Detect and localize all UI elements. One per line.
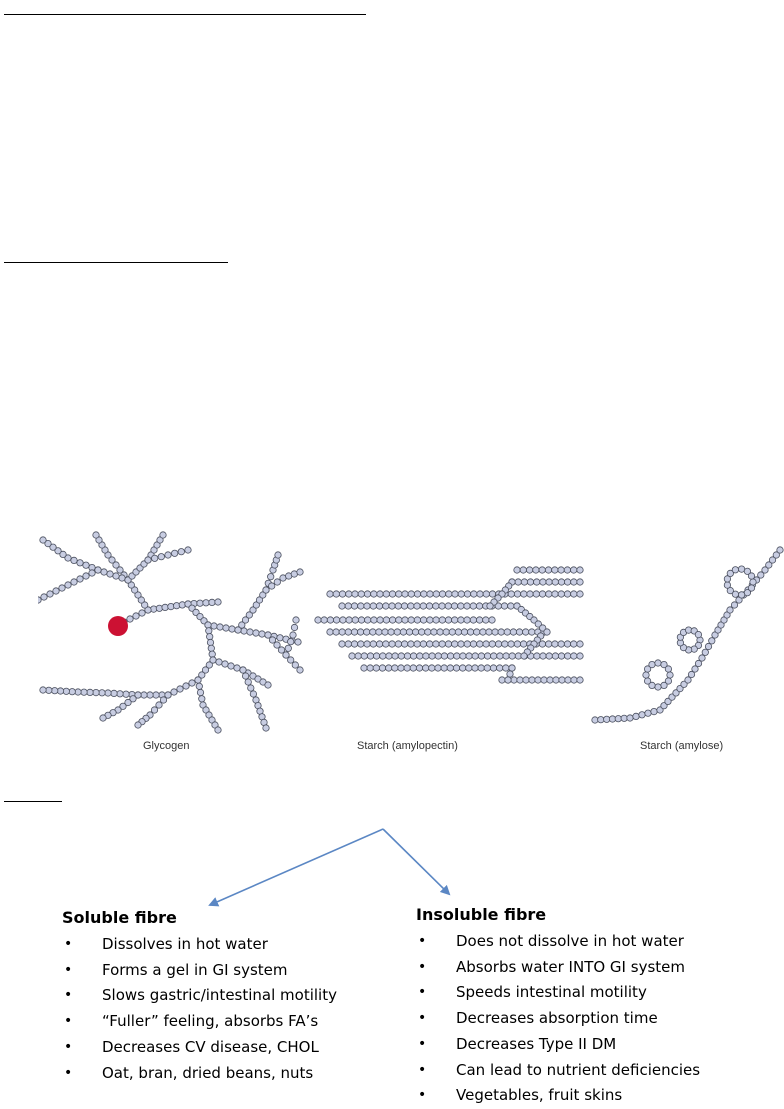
list-item-text: Absorbs water INTO GI system: [456, 957, 685, 976]
list-item: [62, 932, 337, 958]
list-item-text: Decreases absorption time: [456, 1009, 658, 1028]
bullet-icon: •: [418, 1087, 427, 1104]
insoluble-fibre-section: [416, 905, 700, 1109]
insoluble-fibre-list: [416, 929, 700, 1109]
bullet-icon: •: [64, 1013, 73, 1030]
amylopectin-caption: Starch (amylopectin): [357, 740, 458, 752]
arrow-to-soluble: [210, 829, 383, 905]
list-item: [416, 1032, 700, 1058]
soluble-fibre-title: Soluble fibre: [62, 908, 177, 927]
soluble-fibre-section: [62, 908, 337, 1086]
list-item-text: Forms a gel in GI system: [102, 960, 288, 979]
bullet-icon: •: [418, 1061, 427, 1078]
bullet-icon: •: [64, 936, 73, 952]
bullet-icon: •: [418, 1010, 427, 1027]
list-item-text: Can lead to nutrient deficiencies: [456, 1060, 701, 1079]
list-item: [62, 1035, 337, 1061]
list-item: [62, 1061, 337, 1087]
list-item-text: “Fuller” feeling, absorbs FA’s: [102, 1012, 319, 1031]
list-item-text: Does not dissolve in hot water: [456, 932, 684, 950]
list-item-text: Decreases CV disease, CHOL: [102, 1037, 319, 1056]
list-item: [416, 1083, 700, 1109]
glycogen-caption: Glycogen: [143, 740, 190, 752]
bullet-icon: •: [64, 1038, 73, 1055]
list-item: [416, 1006, 700, 1032]
list-item-text: Vegetables, fruit skins: [456, 1086, 623, 1105]
list-item-text: Slows gastric/intestinal motility: [102, 986, 337, 1005]
bullet-icon: •: [64, 1064, 73, 1081]
bullet-icon: •: [64, 987, 73, 1004]
list-item-text: Oat, bran, dried beans, nuts: [102, 1063, 314, 1082]
bullet-icon: •: [418, 1035, 427, 1052]
list-item-text: Decreases Type II DM: [456, 1034, 617, 1053]
amylose-caption: Starch (amylose): [640, 740, 724, 752]
list-item-text: Dissolves in hot water: [102, 935, 268, 953]
insoluble-fibre-title: Insoluble fibre: [416, 905, 547, 924]
bullet-icon: •: [418, 933, 427, 949]
bullet-icon: •: [418, 958, 427, 975]
list-item: [416, 1058, 700, 1084]
list-item: [62, 1009, 337, 1035]
bullet-icon: •: [64, 961, 73, 978]
list-item: [416, 929, 700, 955]
soluble-fibre-list: [62, 932, 337, 1086]
list-item-text: Speeds intestinal motility: [456, 983, 647, 1002]
list-item: [416, 980, 700, 1006]
bullet-icon: •: [418, 984, 427, 1001]
list-item: [416, 955, 700, 981]
list-item: [62, 958, 337, 984]
list-item: [62, 983, 337, 1009]
arrow-to-insoluble: [383, 829, 449, 894]
